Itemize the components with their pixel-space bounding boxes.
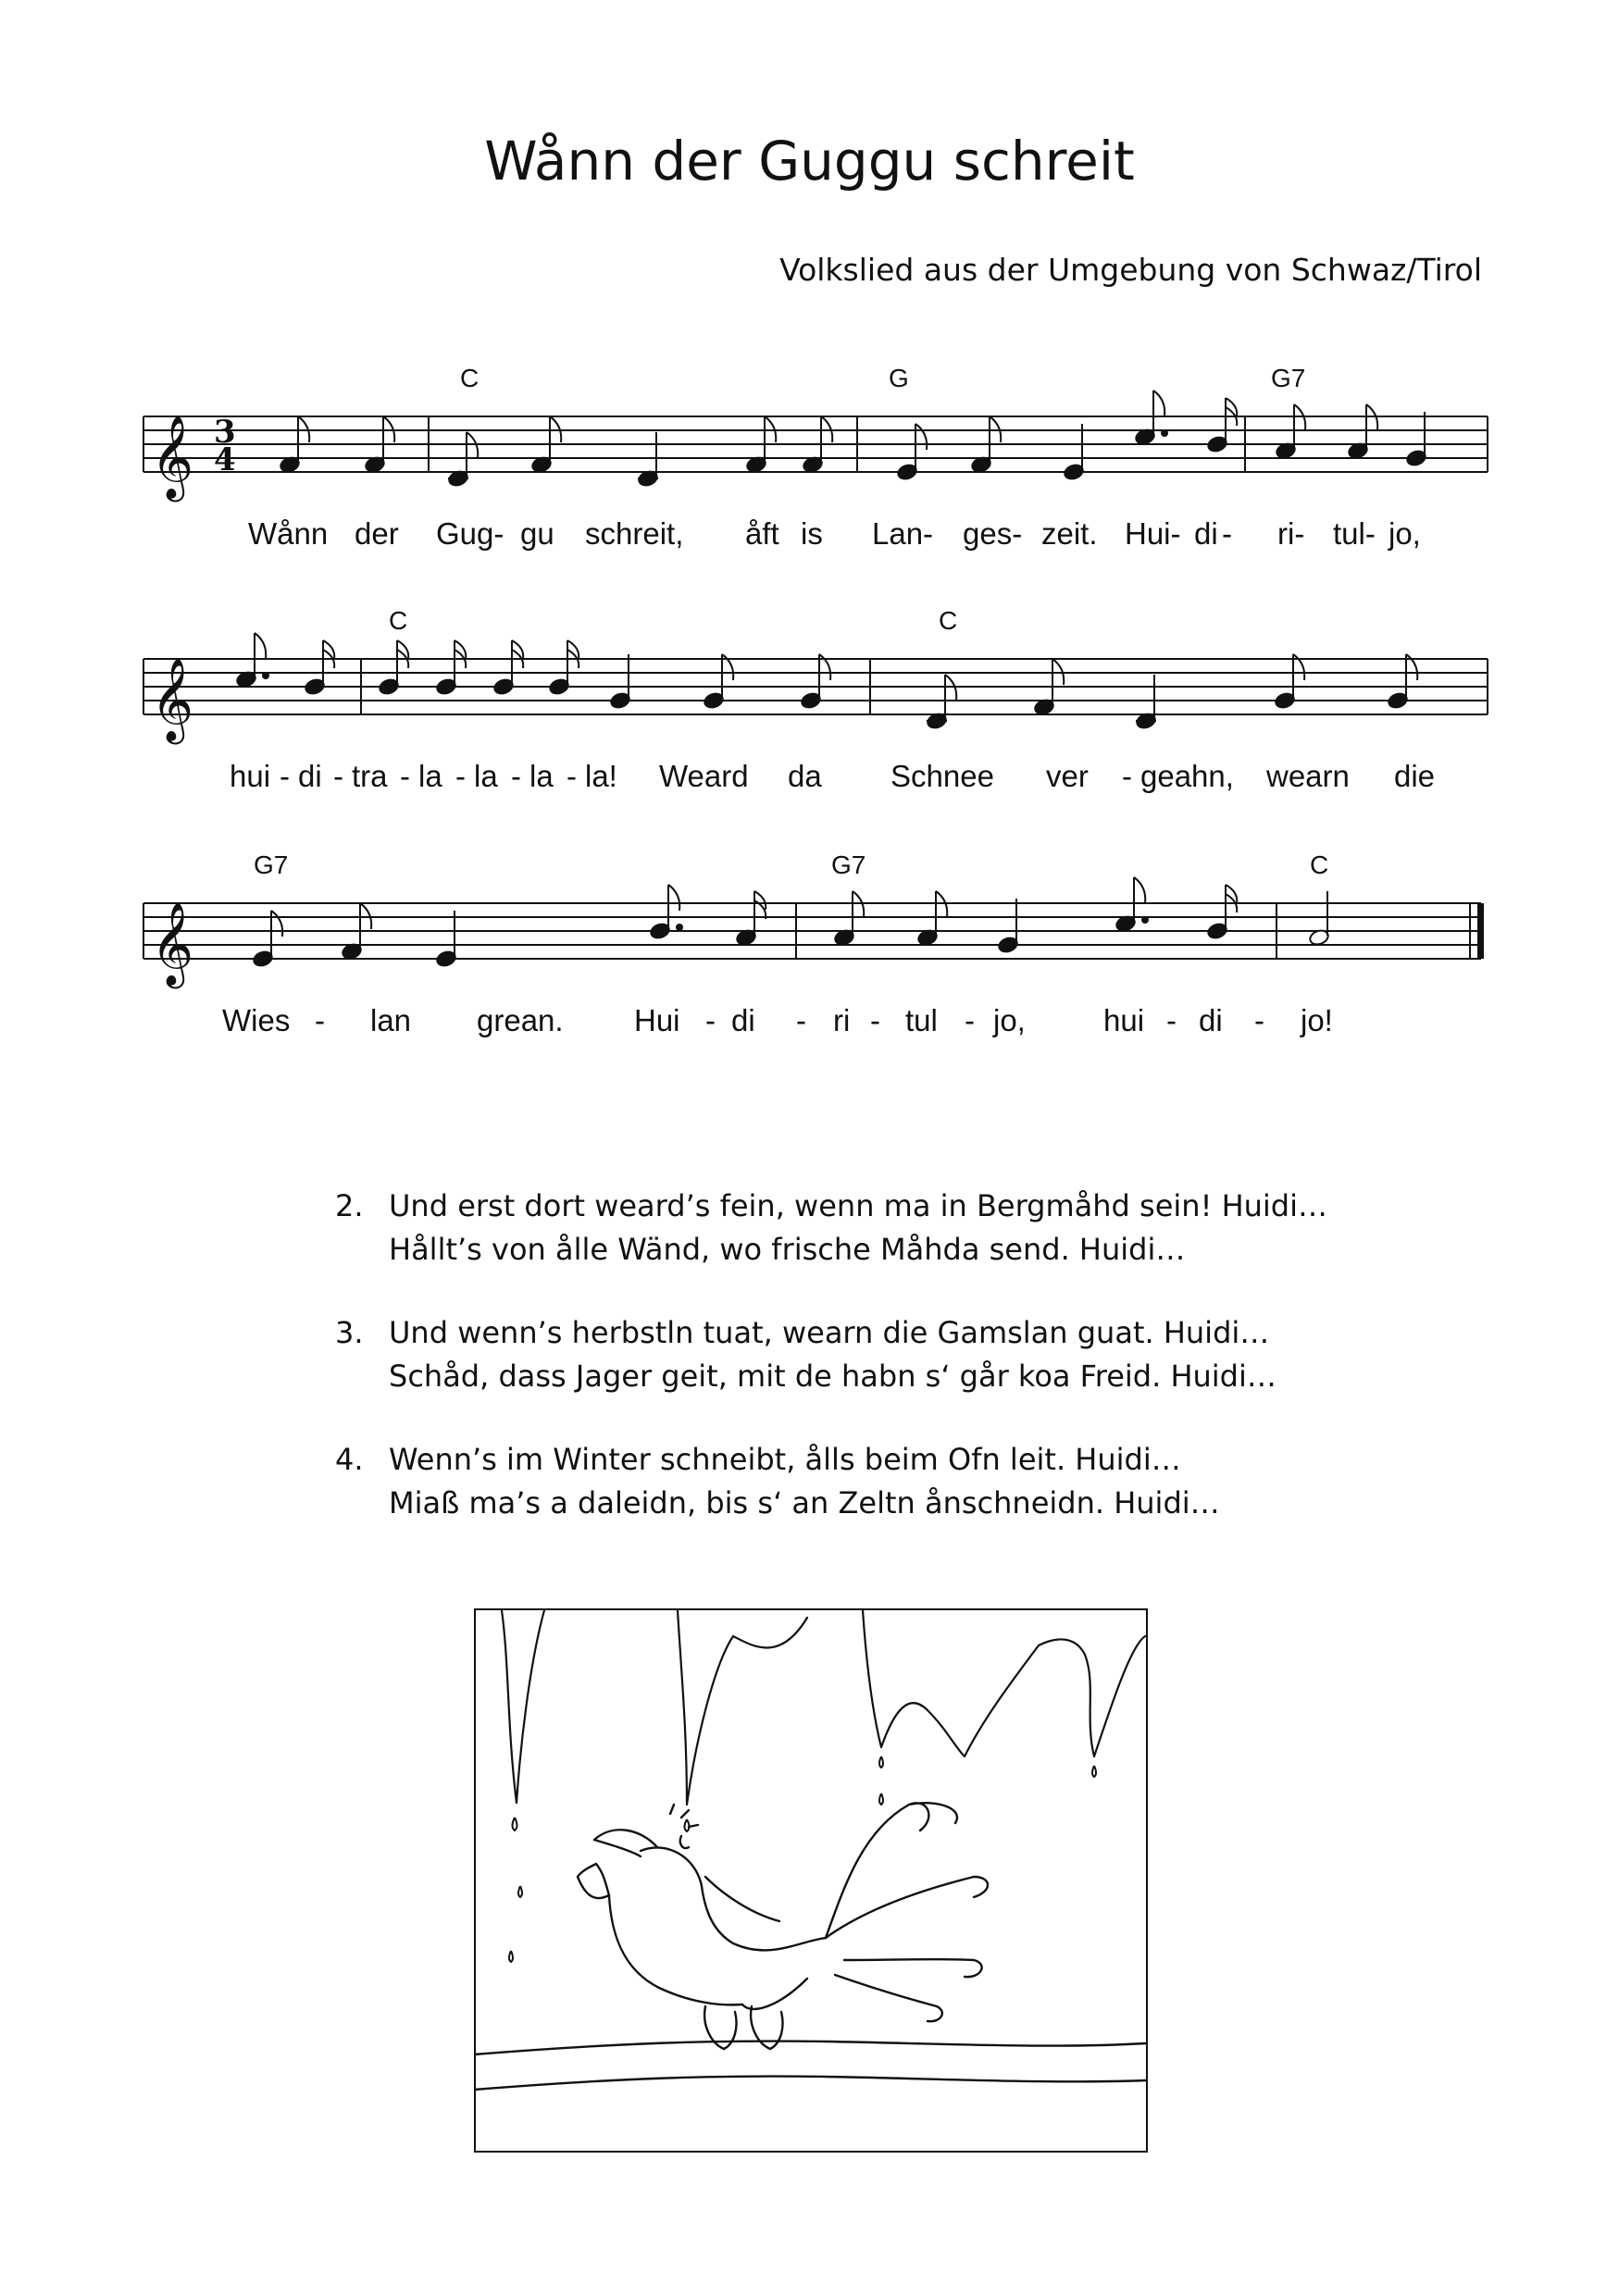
chord-symbol: G7 [831, 850, 866, 879]
lyric-syllable: Schnee [890, 759, 994, 793]
lyric-syllable: lan [370, 1003, 412, 1037]
lyric-syllable: - [1222, 516, 1232, 551]
song-title: Wånn der Guggu schreit [484, 130, 1135, 192]
lyric-syllable: tul [905, 1003, 938, 1037]
lyric-syllable: - [870, 1003, 880, 1037]
time-signature-bottom: 4 [214, 441, 236, 478]
lyric-syllable: da [788, 759, 822, 793]
lyric-syllable: schreit, [585, 516, 684, 551]
lyric-syllable: - [333, 759, 343, 793]
svg-text:𝄞: 𝄞 [151, 658, 194, 741]
lyric-syllable: la [474, 759, 498, 793]
lyric-syllable: la [529, 759, 554, 793]
lyric-syllable: Weard [659, 759, 749, 793]
lyric-syllable: ri- [1277, 516, 1305, 551]
lyric-syllable: der [355, 516, 399, 551]
lyric-syllable: is [801, 516, 823, 551]
lyric-syllable: Hui [634, 1003, 680, 1037]
treble-clef-icon [151, 902, 193, 989]
lyric-syllable: jo! [1301, 1003, 1333, 1037]
lyric-syllable: - [796, 1003, 806, 1037]
lyric-syllable: la! [585, 759, 617, 793]
lyric-syllable: ges- [963, 516, 1023, 551]
lyric-syllable: Wies [222, 1003, 291, 1037]
lyric-syllable: Wånn [248, 516, 329, 551]
verse-line: Schåd, dass Jager geit, mit de habn s‘ går koa Freid. Huidi… [389, 1359, 1277, 1394]
lyric-syllable: tra [352, 759, 388, 793]
lyric-syllable: jo, [1389, 516, 1421, 551]
chord-symbol: G [889, 364, 909, 392]
verse-line: Und wenn’s herbstln tuat, wearn die Gamslan guat. Huidi… [389, 1315, 1270, 1350]
time-signature-top: 3 [214, 414, 236, 451]
lyric-syllable: - [400, 759, 410, 793]
svg-text:𝄞: 𝄞 [151, 902, 194, 986]
lyric-syllable: - [1254, 1003, 1264, 1037]
verse-number: 3. [335, 1315, 364, 1350]
verse-line: Wenn’s im Winter schneibt, ålls beim Ofn leit. Huidi… [389, 1442, 1181, 1477]
notes [252, 877, 1330, 968]
svg-text:𝄞: 𝄞 [151, 416, 194, 499]
chord-symbol: G7 [254, 850, 289, 879]
lyric-syllable: wearn [1266, 759, 1350, 793]
chord-symbol: C [460, 364, 479, 392]
music-system-3 [0, 487, 1619, 1061]
lyric-syllable: Lan- [872, 516, 934, 551]
song-origin: Volkslied aus der Umgebung von Schwaz/Tirol [779, 252, 1482, 288]
chord-symbol: C [389, 606, 408, 635]
verse-line: Miaß ma’s a daleidn, bis s‘ an Zeltn ånschneidn. Huidi… [389, 1485, 1220, 1520]
lyric-syllable: gu [520, 516, 554, 551]
verse-number: 2. [335, 1188, 364, 1223]
lyric-syllable: ver [1046, 759, 1089, 793]
lyric-syllable: ri [833, 1003, 851, 1037]
verse-line: Hållt’s von ålle Wänd, wo frische Måhda send. Huidi… [389, 1232, 1186, 1267]
verse-2 [335, 1185, 1400, 1272]
final-barline [1477, 903, 1484, 959]
cuckoo-illustration [474, 1608, 1148, 2153]
lyric-syllable: zeit. [1041, 516, 1098, 551]
lyric-syllable: hui [230, 759, 271, 793]
lyric-syllable: - [1166, 1003, 1177, 1037]
music-staff-3 [0, 487, 1619, 1061]
verse-number: 4. [335, 1442, 364, 1477]
chord-symbol: C [939, 606, 958, 635]
lyric-syllable: grean. [477, 1003, 564, 1037]
lyric-syllable: - [280, 759, 290, 793]
lyric-syllable: åft [745, 516, 779, 551]
chord-symbol: C [1310, 850, 1329, 879]
lyric-syllable: hui [1103, 1003, 1145, 1037]
lyric-syllable: - [705, 1003, 716, 1037]
lyric-syllable: - [567, 759, 577, 793]
lyric-syllable: - [511, 759, 521, 793]
lyric-syllable: di [731, 1003, 755, 1037]
lyric-syllable: la [418, 759, 442, 793]
lyric-syllable: di [298, 759, 322, 793]
lyric-syllable: - [1122, 759, 1132, 793]
verse-line: Und erst dort weard’s fein, wenn ma in Bergmåhd sein! Huidi… [389, 1188, 1327, 1223]
chord-symbol: G7 [1271, 364, 1306, 392]
lyric-syllable: - [965, 1003, 975, 1037]
cuckoo-icon [474, 1608, 1148, 2153]
lyric-syllable: di [1194, 516, 1218, 551]
lyric-syllable: - [455, 759, 466, 793]
additional-verses [335, 1185, 1400, 1565]
lyric-syllable: Gug- [436, 516, 504, 551]
lyric-syllable: tul- [1333, 516, 1376, 551]
lyric-syllable: die [1394, 759, 1436, 793]
lyric-syllable: jo, [993, 1003, 1026, 1037]
verse-3 [335, 1311, 1400, 1398]
lyric-syllable: - [315, 1003, 325, 1037]
lyric-syllable: di [1199, 1003, 1223, 1037]
verse-4 [335, 1438, 1400, 1525]
lyric-syllable: Hui- [1125, 516, 1181, 551]
lyric-syllable: geahn, [1140, 759, 1234, 793]
lyrics-line-3 [222, 1003, 1333, 1037]
